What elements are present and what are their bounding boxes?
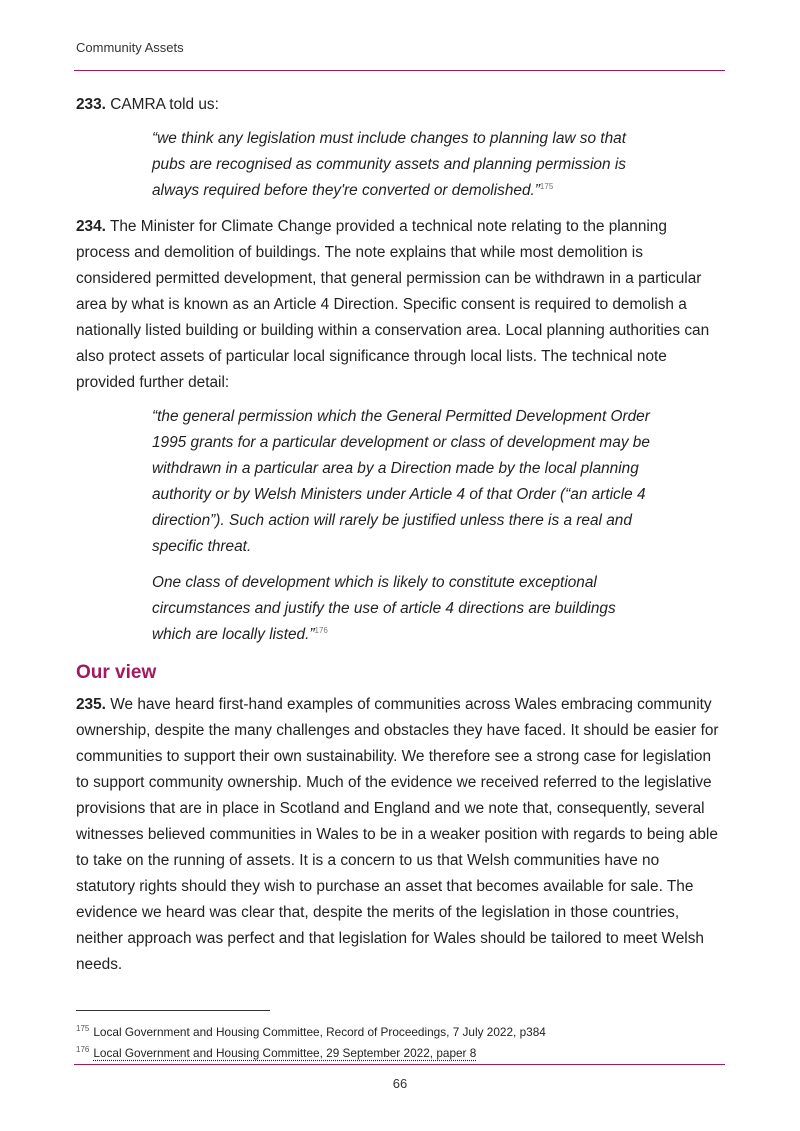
header-divider bbox=[74, 70, 725, 71]
paragraph-234 bbox=[76, 214, 721, 396]
quote-technical-note bbox=[76, 404, 721, 648]
footnote-ref-175[interactable]: 175 bbox=[539, 181, 554, 191]
quote-text: One class of development which is likely to constitute exceptional circumstances and justify the use of article 4 directions are buildings which are locally listed.” bbox=[152, 574, 616, 643]
footnote-ref-176[interactable]: 176 bbox=[314, 625, 328, 635]
footnote-link[interactable]: Local Government and Housing Committee, 29 September 2022, paper 8 bbox=[93, 1045, 477, 1060]
quote-paragraph: “the general permission which the General Permitted Development Order 1995 grants for a particular development or class of development may be withdrawn in a particular area by a Direction made by the local planning authority or by Welsh Ministers under Article 4 of that Order (“an article 4 direction”). Such action will rarely be justified unless there is a real and specific threat. bbox=[152, 408, 650, 555]
footnote-175 bbox=[76, 1020, 721, 1041]
footnote-176 bbox=[76, 1041, 721, 1062]
footnote-divider bbox=[76, 1010, 270, 1011]
footnotes bbox=[76, 1020, 721, 1062]
running-header: Community Assets bbox=[76, 40, 184, 55]
paragraph-text: We have heard first-hand examples of communities across Wales embracing community ownership, despite the many challenges and obstacles they have faced. It should be easier for communities to support their own sustainability. We therefore see a strong case for legislation to support community ownership. Much of the evidence we received referred to the legislative provisions that are in place in Scotland and England and we note that, consequently, several witnesses believed communities in Wales to be in a weaker position with regards to being able to take on the running of assets. It is a concern to us that Welsh communities have no statutory rights should they wish to purchase an asset that becomes available for sale. The evidence we heard was clear that, despite the merits of the legislation in those countries, neither approach was perfect and that legislation for Wales should be tailored to meet Welsh needs. bbox=[76, 696, 719, 973]
footnote-number: 176 bbox=[76, 1044, 90, 1054]
quote-text: “we think any legislation must include changes to planning law so that pubs are recognised as community assets and planning permission is always required before they're converted or demolished.” bbox=[152, 130, 626, 199]
page-body bbox=[76, 92, 721, 986]
paragraph-number: 233. bbox=[76, 96, 106, 113]
paragraph-number: 234. bbox=[76, 218, 106, 235]
footnote-text: Local Government and Housing Committee, Record of Proceedings, 7 July 2022, p384 bbox=[93, 1024, 546, 1039]
page-number: 66 bbox=[392, 1076, 408, 1091]
quote-paragraph bbox=[152, 570, 651, 648]
paragraph-233 bbox=[76, 92, 721, 118]
section-heading: Our view bbox=[76, 662, 157, 683]
paragraph-number: 235. bbox=[76, 696, 106, 713]
paragraph-235 bbox=[76, 692, 721, 978]
quote-paragraph bbox=[152, 126, 651, 204]
quote-camra bbox=[76, 126, 721, 204]
paragraph-text: CAMRA told us: bbox=[110, 96, 219, 113]
footer-divider bbox=[74, 1064, 725, 1065]
paragraph-text: The Minister for Climate Change provided a technical note relating to the planning process and demolition of buildings. The note explains that while most demolition is considered permitted development, that general permission can be withdrawn in a particular area by what is known as an Article 4 Direction. Specific consent is required to demolish a nationally listed building or building within a conservation area. Local planning authorities can also protect assets of particular local significance through local lists. The technical note provided further detail: bbox=[76, 218, 710, 391]
footnote-number: 175 bbox=[76, 1024, 90, 1033]
